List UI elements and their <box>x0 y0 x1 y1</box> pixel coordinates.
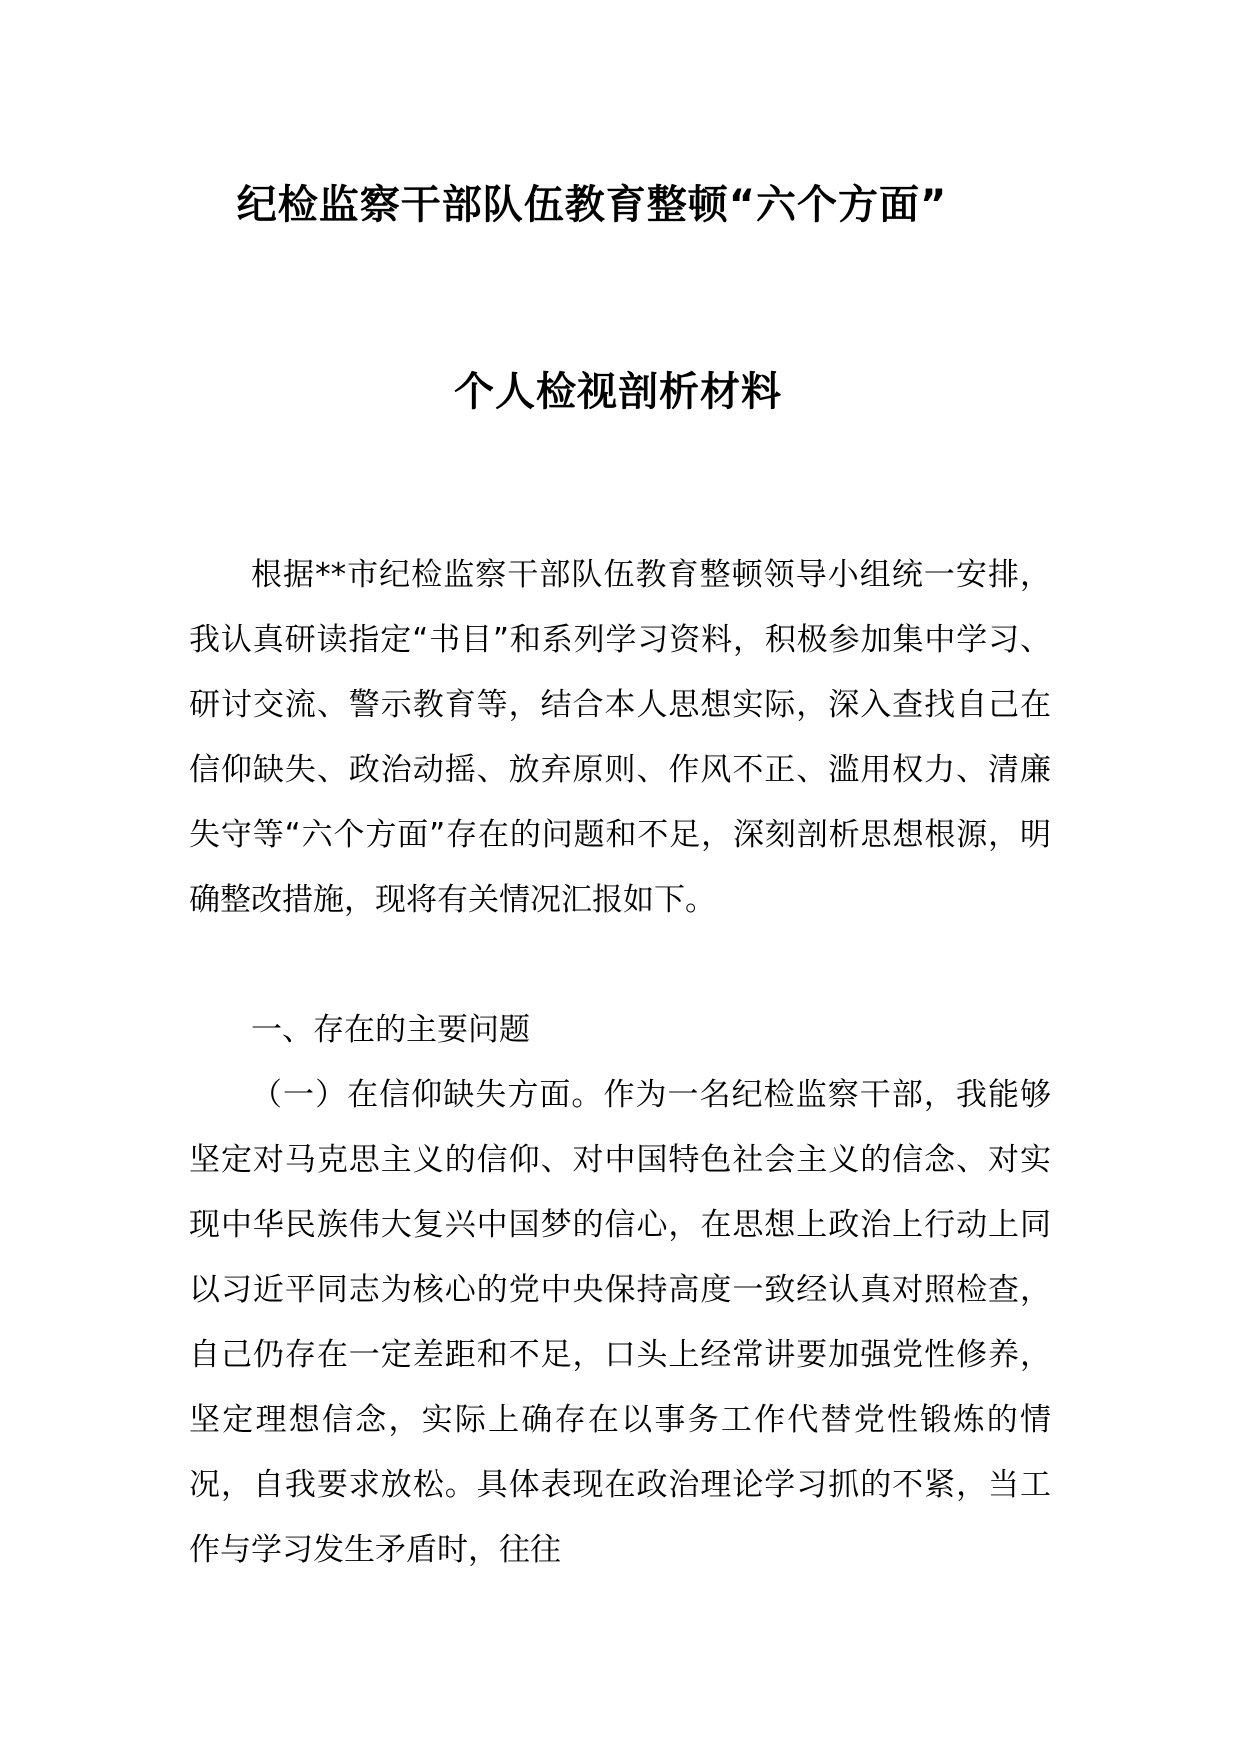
body-paragraph: （一）在信仰缺失方面。作为一名纪检监察干部，我能够坚定对马克思主义的信仰、对中国特色社会主义的信念、对实现中华民族伟大复兴中国梦的信心，在思想上政治上行动上同以习近平同志为核心的党中央保持高度一致经认真对照检查，自己仍存在一定差距和不足，口头上经常讲要加强党性修养，坚定理想信念，实际上确存在以事务工作代替党性锻炼的情况，自我要求放松。具体表现在政治理论学习抓的不紧，当工作与学习发生矛盾时，往往 <box>189 1077 1051 1568</box>
document-title-line-2: 个人检视剖析材料 <box>454 369 782 415</box>
section-heading: 一、存在的主要问题 <box>251 1012 530 1048</box>
document-title-line-1: 纪检监察干部队伍教育整顿“六个方面” <box>236 182 948 228</box>
intro-paragraph: 根据**市纪检监察干部队伍教育整顿领导小组统一安排，我认真研读指定“书目”和系列学习资料，积极参加集中学习、研讨交流、警示教育等，结合本人思想实际，深入查找自己在信仰缺失、政治动摇、放弃原则、作风不正、滥用权力、清廉失守等“六个方面”存在的问题和不足，深刻剖析思想根源，明确整改措施，现将有关情况汇报如下。 <box>189 557 1051 918</box>
